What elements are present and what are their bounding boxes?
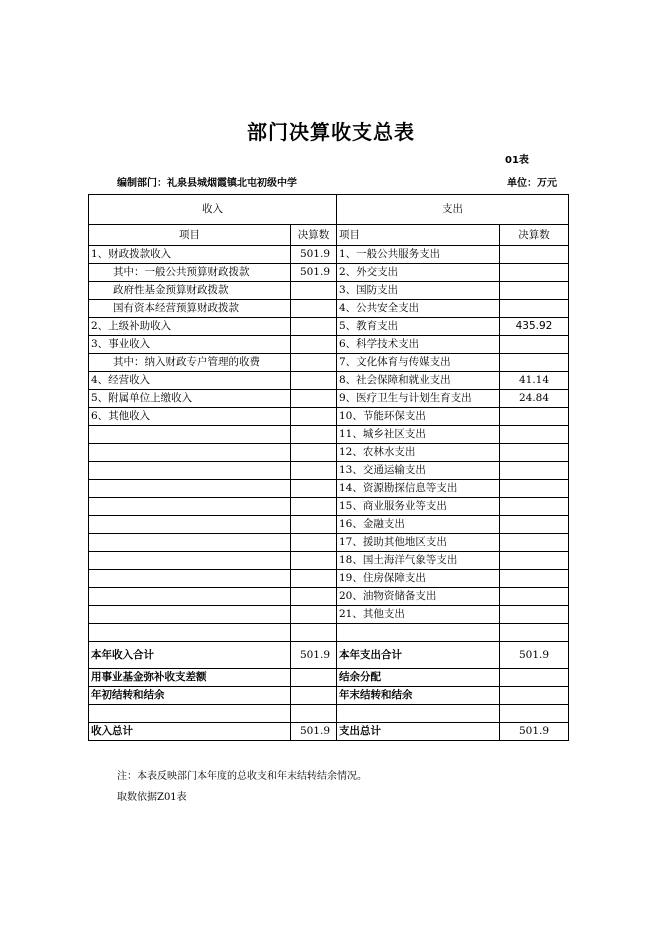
income-item [89, 570, 291, 588]
income-value [291, 300, 337, 318]
expense-item: 结余分配 [337, 669, 500, 687]
expense-amount-header: 决算数 [500, 225, 569, 246]
income-value [291, 372, 337, 390]
page-title: 部门决算收支总表 [247, 120, 415, 144]
expense-item: 18、国土海洋气象等支出 [337, 552, 500, 570]
income-total-value: 501.9 [291, 723, 337, 741]
income-value [291, 462, 337, 480]
income-item [89, 498, 291, 516]
expense-item: 8、社会保障和就业支出 [337, 372, 500, 390]
income-item: 政府性基金预算财政拨款 [89, 282, 291, 300]
income-item [89, 588, 291, 606]
table-row [89, 570, 569, 588]
income-value [291, 336, 337, 354]
expense-item: 11、城乡社区支出 [337, 426, 500, 444]
income-value [291, 705, 337, 723]
income-item [89, 534, 291, 552]
expense-value [500, 606, 569, 624]
income-value [291, 498, 337, 516]
income-item: 本年收入合计 [89, 642, 291, 669]
income-item: 3、事业收入 [89, 336, 291, 354]
table-row [89, 498, 569, 516]
expense-item: 17、援助其他地区支出 [337, 534, 500, 552]
expense-item [337, 624, 500, 642]
income-item: 其中：纳入财政专户管理的收费 [89, 354, 291, 372]
expense-item: 5、教育支出 [337, 318, 500, 336]
expense-value [500, 300, 569, 318]
income-total: 收入总计 [89, 723, 291, 741]
income-value [291, 624, 337, 642]
expense-item: 13、交通运输支出 [337, 462, 500, 480]
expense-value [500, 426, 569, 444]
expense-value [500, 480, 569, 498]
expense-item: 9、医疗卫生与计划生育支出 [337, 390, 500, 408]
income-value [291, 426, 337, 444]
summary-row [89, 642, 569, 669]
expense-item [337, 705, 500, 723]
income-item: 5、附属单位上缴收入 [89, 390, 291, 408]
expense-item: 21、其他支出 [337, 606, 500, 624]
income-value [291, 354, 337, 372]
expense-total: 支出总计 [337, 723, 500, 741]
expense-item: 4、公共安全支出 [337, 300, 500, 318]
expense-value [500, 246, 569, 264]
expense-item-header: 项目 [337, 225, 500, 246]
table-row [89, 264, 569, 282]
expense-value [500, 498, 569, 516]
income-value [291, 318, 337, 336]
expense-item: 10、节能环保支出 [337, 408, 500, 426]
income-value [291, 606, 337, 624]
table-row [89, 390, 569, 408]
income-item: 国有资本经营预算财政拨款 [89, 300, 291, 318]
income-header: 收入 [89, 195, 337, 225]
income-amount-header: 决算数 [291, 225, 337, 246]
income-item [89, 705, 291, 723]
income-value [291, 480, 337, 498]
expense-value [500, 624, 569, 642]
income-item [89, 624, 291, 642]
income-item [89, 426, 291, 444]
income-value: 501.9 [291, 264, 337, 282]
expense-value [500, 264, 569, 282]
table-row [89, 534, 569, 552]
expense-value [500, 705, 569, 723]
income-value [291, 408, 337, 426]
unit-label: 单位：万元 [507, 178, 557, 189]
expense-value: 435.92 [500, 318, 569, 336]
table-row [89, 444, 569, 462]
summary-row [89, 705, 569, 723]
table-row [89, 606, 569, 624]
income-value [291, 390, 337, 408]
income-value [291, 687, 337, 705]
table-row [89, 318, 569, 336]
income-item: 1、财政拨款收入 [89, 246, 291, 264]
income-value [291, 444, 337, 462]
table-code: 01表 [505, 155, 529, 166]
expense-value [500, 669, 569, 687]
expense-item: 15、商业服务业等支出 [337, 498, 500, 516]
org-label: 编制部门：礼泉县城烟霞镇北屯初级中学 [117, 178, 297, 189]
income-item: 2、上级补助收入 [89, 318, 291, 336]
header-row-sections [89, 195, 569, 225]
table-row [89, 354, 569, 372]
table-row [89, 462, 569, 480]
income-item: 年初结转和结余 [89, 687, 291, 705]
income-item: 4、经营收入 [89, 372, 291, 390]
table-row [89, 408, 569, 426]
expense-value: 41.14 [500, 372, 569, 390]
expense-value: 501.9 [500, 642, 569, 669]
expense-item: 2、外交支出 [337, 264, 500, 282]
income-item-header: 项目 [89, 225, 291, 246]
income-item [89, 480, 291, 498]
expense-item: 12、农林水支出 [337, 444, 500, 462]
summary-row [89, 669, 569, 687]
table-row [89, 246, 569, 264]
expense-value [500, 354, 569, 372]
income-item: 其中：一般公共预算财政拨款 [89, 264, 291, 282]
summary-row [89, 687, 569, 705]
expense-item: 3、国防支出 [337, 282, 500, 300]
expense-value [500, 552, 569, 570]
header-row-columns [89, 225, 569, 246]
expense-header: 支出 [337, 195, 569, 225]
expense-item: 7、文化体育与传媒支出 [337, 354, 500, 372]
table-row [89, 588, 569, 606]
expense-item: 14、资源勘探信息等支出 [337, 480, 500, 498]
expense-item: 本年支出合计 [337, 642, 500, 669]
expense-value [500, 282, 569, 300]
income-item: 6、其他收入 [89, 408, 291, 426]
expense-item: 6、科学技术支出 [337, 336, 500, 354]
data-source-note: 取数依据Z01表 [117, 792, 187, 803]
footnote: 注：本表反映部门本年度的总收支和年末结转结余情况。 [117, 771, 367, 782]
table-row [89, 624, 569, 642]
income-item [89, 462, 291, 480]
income-value [291, 516, 337, 534]
table-row [89, 372, 569, 390]
income-value: 501.9 [291, 246, 337, 264]
expense-value [500, 462, 569, 480]
table-row [89, 336, 569, 354]
expense-item: 16、金融支出 [337, 516, 500, 534]
expense-value [500, 408, 569, 426]
expense-item: 20、油物资储备支出 [337, 588, 500, 606]
summary-row [89, 723, 569, 741]
expense-item: 年末结转和结余 [337, 687, 500, 705]
table-row [89, 426, 569, 444]
income-value [291, 282, 337, 300]
expense-total-value: 501.9 [500, 723, 569, 741]
budget-table [88, 194, 569, 741]
income-value [291, 588, 337, 606]
income-value [291, 534, 337, 552]
income-value [291, 570, 337, 588]
table-row [89, 480, 569, 498]
income-value [291, 669, 337, 687]
income-item [89, 516, 291, 534]
expense-value [500, 534, 569, 552]
table-row [89, 516, 569, 534]
expense-value: 24.84 [500, 390, 569, 408]
table-row [89, 552, 569, 570]
expense-value [500, 336, 569, 354]
expense-item: 19、住房保障支出 [337, 570, 500, 588]
table-row [89, 282, 569, 300]
income-value: 501.9 [291, 642, 337, 669]
income-item [89, 444, 291, 462]
income-item [89, 606, 291, 624]
income-value [291, 552, 337, 570]
income-item: 用事业基金弥补收支差额 [89, 669, 291, 687]
expense-value [500, 588, 569, 606]
expense-value [500, 570, 569, 588]
expense-value [500, 687, 569, 705]
income-item [89, 552, 291, 570]
expense-value [500, 516, 569, 534]
table-row [89, 300, 569, 318]
expense-value [500, 444, 569, 462]
expense-item: 1、一般公共服务支出 [337, 246, 500, 264]
